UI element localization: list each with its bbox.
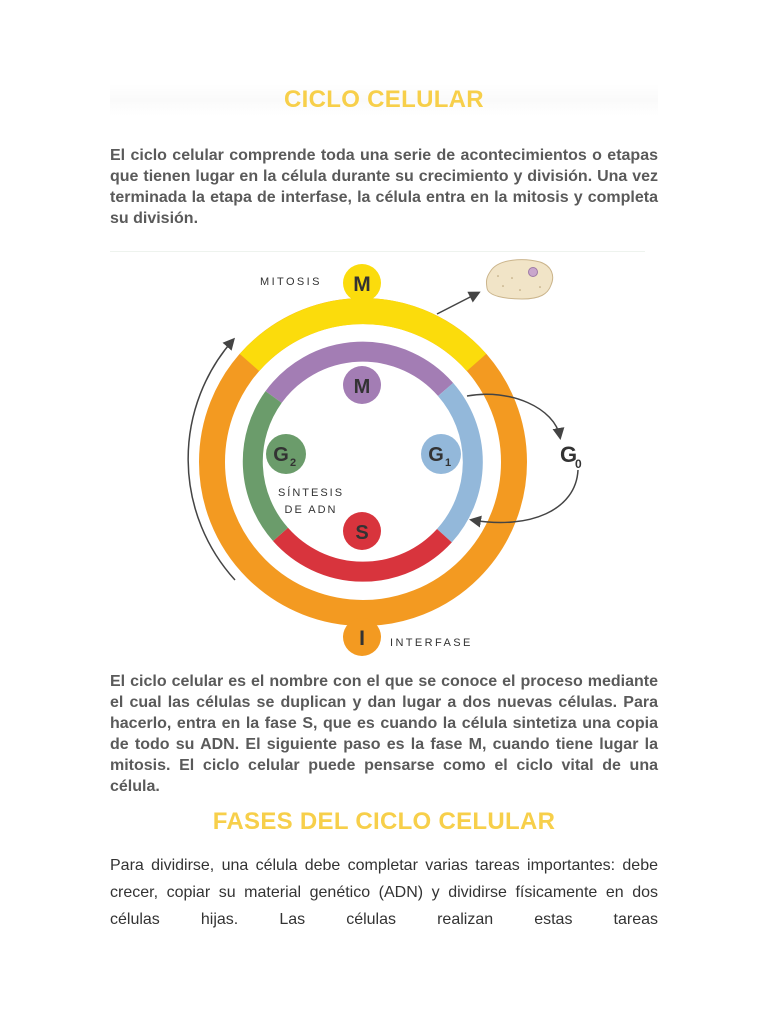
intro-paragraph: El ciclo celular comprende toda una serie de acontecimientos o etapas que tienen lugar en la célula durante su crecimiento y división. Una vez terminada la etapa de interfase, la célula entra en la mitosis y completa su división. (110, 147, 658, 227)
badge-g1-sub: 1 (444, 457, 452, 469)
phases-paragraph: Para dividirse, una célula debe completar varias tareas importantes: debe crecer, copiar su material genético (ADN) y dividirse físicamente en dos células hijas. Las células realizan estas tareas (110, 857, 658, 928)
exit-arrow (437, 293, 478, 314)
badge-g2-label: G (273, 444, 289, 466)
section-title: FASES DEL CICLO CELULAR (212, 808, 556, 835)
badge-outer-m-label: M (353, 273, 371, 296)
daughter-cell-nucleus (529, 268, 538, 277)
mitosis-label: MITOSIS (260, 276, 322, 288)
page-title: CICLO CELULAR (284, 86, 484, 113)
interfase-label: INTERFASE (390, 637, 473, 649)
sintesis-label-line1: SÍNTESIS (277, 487, 345, 499)
badge-outer-i-label: I (359, 627, 365, 650)
badge-inner-m-label: M (353, 376, 371, 398)
daughter-cell-icon (486, 260, 552, 299)
badge-g1-label: G (428, 444, 444, 466)
g0-label: G (560, 442, 578, 467)
sintesis-label-line2: DE ADN (284, 504, 338, 516)
badge-s-label: S (355, 522, 369, 544)
cycle-paragraph: El ciclo celular es el nombre con el que se conoce el proceso mediante el cual las células se duplican y dan lugar a dos nuevas células. Para hacerlo, entra en la fase S, que es cuando la célula sintetiza una copia de todo su ADN. El siguiente paso es la fase M, cuando tiene lugar la mitosis. El ciclo celular puede pensarse como el ciclo vital de una célula. (110, 673, 658, 795)
g0-sub: 0 (575, 457, 582, 471)
badge-g2-sub: 2 (289, 457, 297, 469)
